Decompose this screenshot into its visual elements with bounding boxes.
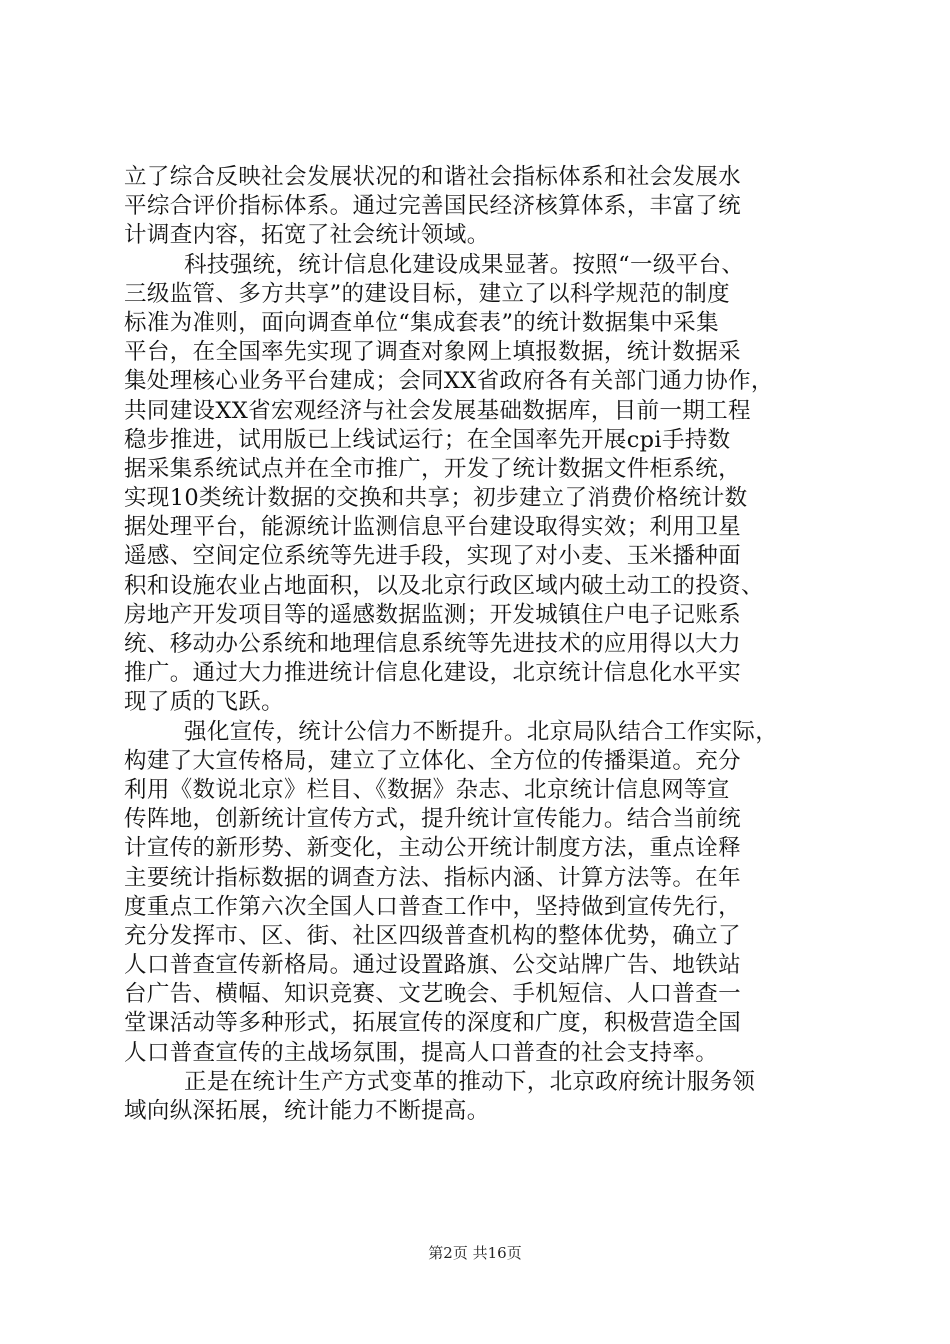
- text-line: 实现10类统计数据的交换和共享；初步建立了消费价格统计数: [124, 485, 748, 512]
- text-line: 立了综合反映社会发展状况的和谐社会指标体系和社会发展水: [124, 164, 741, 190]
- text-line: 度重点工作第六次全国人口普查工作中，坚持做到宣传先行，: [124, 893, 741, 920]
- text-line: 共同建设XX省宏观经济与社会发展基础数据库，目前一期工程: [124, 397, 751, 424]
- text-line: 堂课活动等多种形式，拓展宣传的深度和广度，积极营造全国: [124, 1010, 741, 1037]
- text-line: 推广。通过大力推进统计信息化建设，北京统计信息化水平实: [124, 660, 741, 687]
- text-line: 据采集系统试点并在全市推广，开发了统计数据文件柜系统，: [124, 455, 741, 482]
- text-line: 集处理核心业务平台建成；会同XX省政府各有关部门通力协作，: [124, 368, 774, 395]
- page-number-footer: 第2页 共16页: [428, 1244, 522, 1262]
- text-line: 标准为准则，面向调查单位“集成套表”的统计数据集中采集: [124, 309, 719, 336]
- text-line: 三级监管、多方共享”的建设目标，建立了以科学规范的制度: [124, 280, 730, 307]
- text-line: 主要统计指标数据的调查方法、指标内涵、计算方法等。在年: [124, 864, 741, 891]
- text-line: 遥感、空间定位系统等先进手段，实现了对小麦、玉米播种面: [124, 543, 741, 570]
- text-line: 充分发挥市、区、街、社区四级普查机构的整体优势，确立了: [124, 922, 741, 949]
- text-line: 传阵地，创新统计宣传方式，提升统计宣传能力。结合当前统: [124, 806, 741, 833]
- text-line: 人口普查宣传的主战场氛围，提高人口普查的社会支持率。: [124, 1039, 719, 1066]
- text-line: 利用《数说北京》栏目、《数据》杂志、北京统计信息网等宣: [124, 776, 730, 803]
- body-text: [124, 163, 844, 1126]
- text-line: 构建了大宣传格局，建立了立体化、全方位的传播渠道。充分: [124, 747, 741, 774]
- text-line: 积和设施农业占地面积，以及北京行政区域内破土动工的投资、: [124, 572, 764, 599]
- text-line: 稳步推进，试用版已上线试运行；在全国率先开展cpi手持数: [124, 426, 731, 453]
- text-line: 据处理平台，能源统计监测信息平台建设取得实效；利用卫星: [124, 514, 741, 541]
- paragraph-first-line: 正是在统计生产方式变革的推动下，北京政府统计服务领: [184, 1068, 756, 1095]
- text-line: 平综合评价指标体系。通过完善国民经济核算体系，丰富了统: [124, 193, 741, 220]
- text-line: 统、移动办公系统和地理信息系统等先进技术的应用得以大力: [124, 631, 741, 657]
- text-line: 台广告、横幅、知识竞赛、文艺晚会、手机短信、人口普查一: [124, 981, 741, 1008]
- text-line: 计调查内容，拓宽了社会统计领域。: [124, 222, 490, 249]
- text-line: 平台，在全国率先实现了调查对象网上填报数据，统计数据采: [124, 339, 741, 366]
- text-line: 人口普查宣传新格局。通过设置路旗、公交站牌广告、地铁站: [124, 952, 741, 979]
- text-line: 房地产开发项目等的遥感数据监测；开发城镇住户电子记账系: [124, 601, 741, 628]
- text-line: 现了质的飞跃。: [124, 689, 284, 716]
- paragraph-first-line: 强化宣传，统计公信力不断提升。北京局队结合工作实际，: [184, 718, 779, 745]
- text-line: 计宣传的新形势、新变化，主动公开统计制度方法，重点诠释: [124, 835, 741, 862]
- text-line: 域向纵深拓展，统计能力不断提高。: [124, 1098, 490, 1124]
- paragraph-first-line: 科技强统，统计信息化建设成果显著。按照“一级平台、: [184, 251, 745, 278]
